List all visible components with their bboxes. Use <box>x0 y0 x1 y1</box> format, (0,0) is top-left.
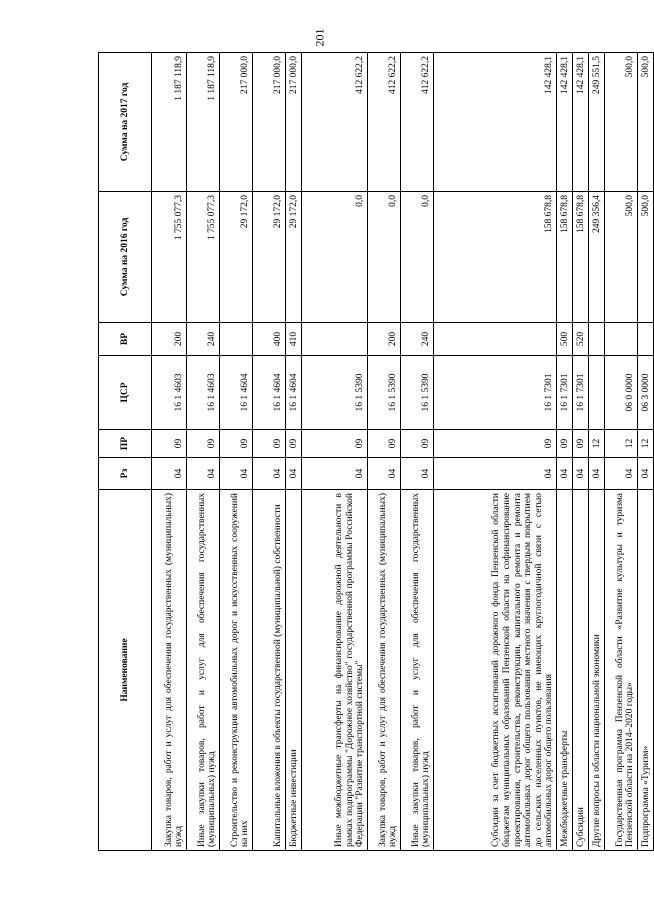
row-vr <box>434 323 557 356</box>
table-row <box>220 53 253 851</box>
row-rz: 04 <box>605 458 638 490</box>
row-rz: 04 <box>557 458 573 490</box>
row-pr: 12 <box>638 430 654 458</box>
row-csr: 06 0 0000 <box>605 356 638 430</box>
row-name: Строительство и реконструкция автомобильных дорог и искусственных сооружений на них <box>220 490 253 851</box>
row-sum-2016: 158 678,8 <box>434 192 557 323</box>
row-csr: 16 1 7301 <box>434 356 557 430</box>
row-name: Закупка товаров, работ и услуг для обеспечения государственных (муниципальных) нужд <box>368 490 401 851</box>
rotated-table-container <box>98 53 652 851</box>
row-pr: 09 <box>187 430 220 458</box>
row-pr: 09 <box>368 430 401 458</box>
row-sum-2017: 142 428,1 <box>557 53 573 192</box>
row-vr: 200 <box>368 323 401 356</box>
row-csr <box>589 356 605 430</box>
row-name: Иные межбюджетные трансферты на финансирование дорожной деятельности в рамках подпрограммы "Дорожное хозяйство" государственной программы Российской Федерации "Развитие транспортной системы" <box>302 490 368 851</box>
header-sum-2016: Сумма на 2016 год <box>99 192 152 323</box>
table-row <box>605 53 638 851</box>
row-vr <box>605 323 638 356</box>
table-row <box>638 53 654 851</box>
row-sum-2016: 29 172,0 <box>286 192 302 323</box>
row-sum-2016: 158 678,8 <box>573 192 589 323</box>
table-row <box>368 53 401 851</box>
row-rz: 04 <box>253 458 286 490</box>
row-vr: 240 <box>187 323 220 356</box>
row-pr: 09 <box>152 430 187 458</box>
row-sum-2016: 0,0 <box>302 192 368 323</box>
row-rz: 04 <box>152 458 187 490</box>
row-pr: 09 <box>573 430 589 458</box>
row-csr: 16 1 4603 <box>152 356 187 430</box>
row-sum-2017: 500,0 <box>638 53 654 192</box>
row-sum-2017: 1 187 118,9 <box>152 53 187 192</box>
table-row <box>401 53 434 851</box>
row-vr <box>220 323 253 356</box>
row-rz: 04 <box>589 458 605 490</box>
row-pr: 09 <box>302 430 368 458</box>
table-row <box>302 53 368 851</box>
row-name: Бюджетные инвестиции <box>286 490 302 851</box>
row-sum-2016: 0,0 <box>368 192 401 323</box>
row-rz: 04 <box>401 458 434 490</box>
row-vr: 200 <box>152 323 187 356</box>
header-pr: ПР <box>99 430 152 458</box>
row-vr <box>638 323 654 356</box>
row-rz: 04 <box>220 458 253 490</box>
table-row <box>434 53 557 851</box>
row-name: Межбюджетные трансферты <box>557 490 573 851</box>
row-vr: 520 <box>573 323 589 356</box>
header-sum-2017: Сумма на 2017 год <box>99 53 152 192</box>
table-row <box>187 53 220 851</box>
table-row <box>286 53 302 851</box>
row-sum-2017: 412 622,2 <box>401 53 434 192</box>
row-name: Государственная программа Пензенской области «Развитие культуры и туризма Пензенской области на 2014–2020 годы» <box>605 490 638 851</box>
row-vr: 410 <box>286 323 302 356</box>
table-row <box>152 53 187 851</box>
row-sum-2016: 158 678,8 <box>557 192 573 323</box>
row-csr: 16 1 5390 <box>302 356 368 430</box>
row-pr: 09 <box>401 430 434 458</box>
row-sum-2016: 249 356,4 <box>589 192 605 323</box>
row-csr: 16 1 4604 <box>220 356 253 430</box>
budget-table <box>98 52 654 851</box>
row-pr: 09 <box>557 430 573 458</box>
row-csr: 16 1 7301 <box>557 356 573 430</box>
row-csr: 16 1 5390 <box>368 356 401 430</box>
row-sum-2017: 1 187 118,9 <box>187 53 220 192</box>
row-sum-2017: 500,0 <box>605 53 638 192</box>
row-csr: 16 1 4604 <box>253 356 286 430</box>
table-row <box>589 53 605 851</box>
row-vr <box>302 323 368 356</box>
row-vr: 240 <box>401 323 434 356</box>
row-rz: 04 <box>434 458 557 490</box>
row-sum-2017: 142 428,1 <box>573 53 589 192</box>
table-header-row <box>99 53 152 851</box>
page-number: 201 <box>312 28 327 47</box>
row-rz: 04 <box>638 458 654 490</box>
row-rz: 04 <box>302 458 368 490</box>
row-sum-2016: 29 172,0 <box>253 192 286 323</box>
row-pr: 12 <box>589 430 605 458</box>
row-sum-2016: 500,0 <box>638 192 654 323</box>
row-sum-2017: 217 000,0 <box>220 53 253 192</box>
row-rz: 04 <box>187 458 220 490</box>
row-pr: 09 <box>286 430 302 458</box>
row-sum-2017: 217 000,0 <box>286 53 302 192</box>
row-vr: 400 <box>253 323 286 356</box>
row-name: Другие вопросы в области национальной экономики <box>589 490 605 851</box>
row-csr: 16 1 4604 <box>286 356 302 430</box>
row-sum-2017: 217 000,0 <box>253 53 286 192</box>
row-sum-2016: 1 755 077,3 <box>152 192 187 323</box>
row-name: Субсидии за счет бюджетных ассигнований дорожного фонда Пензенской области бюджетам муниципальных образований Пензенской области на софинансирование проектирования, строительства, реконструкции, капитального ремонта и ремонта автомобильных дорог общего пользования местного значения с твердым покрытием до сельских населенных пунктов, не имеющих круглогодичной связи с сетью автомобильных дорог общего пользования <box>434 490 557 851</box>
row-sum-2017: 412 622,2 <box>368 53 401 192</box>
row-sum-2016: 1 755 077,3 <box>187 192 220 323</box>
header-rz: Рз <box>99 458 152 490</box>
row-sum-2017: 412 622,2 <box>302 53 368 192</box>
row-sum-2016: 0,0 <box>401 192 434 323</box>
row-rz: 04 <box>286 458 302 490</box>
table-row <box>557 53 573 851</box>
row-rz: 04 <box>368 458 401 490</box>
row-name: Капитальные вложения в объекты государственной (муниципальной) собственности <box>253 490 286 851</box>
row-name: Закупка товаров, работ и услуг для обеспечения государственных (муниципальных) нужд <box>152 490 187 851</box>
row-rz: 04 <box>573 458 589 490</box>
row-name: Подпрограмма «Туризм» <box>638 490 654 851</box>
row-sum-2017: 249 551,5 <box>589 53 605 192</box>
row-pr: 09 <box>253 430 286 458</box>
row-pr: 09 <box>434 430 557 458</box>
row-name: Иные закупки товаров, работ и услуг для обеспечения государственных (муниципальных) нужд <box>187 490 220 851</box>
table-row <box>573 53 589 851</box>
row-name: Субсидии <box>573 490 589 851</box>
row-csr: 16 1 4603 <box>187 356 220 430</box>
row-pr: 09 <box>220 430 253 458</box>
row-vr: 500 <box>557 323 573 356</box>
row-csr: 06 3 0000 <box>638 356 654 430</box>
row-vr <box>589 323 605 356</box>
row-csr: 16 1 7301 <box>573 356 589 430</box>
table-row <box>253 53 286 851</box>
row-csr: 16 1 5390 <box>401 356 434 430</box>
row-pr: 12 <box>605 430 638 458</box>
row-sum-2017: 142 428,1 <box>434 53 557 192</box>
header-name: Наименование <box>99 490 152 851</box>
header-vr: ВР <box>99 323 152 356</box>
row-name: Иные закупки товаров, работ и услуг для обеспечения государственных (муниципальных) нужд <box>401 490 434 851</box>
header-csr: ЦСР <box>99 356 152 430</box>
row-sum-2016: 500,0 <box>605 192 638 323</box>
row-sum-2016: 29 172,0 <box>220 192 253 323</box>
